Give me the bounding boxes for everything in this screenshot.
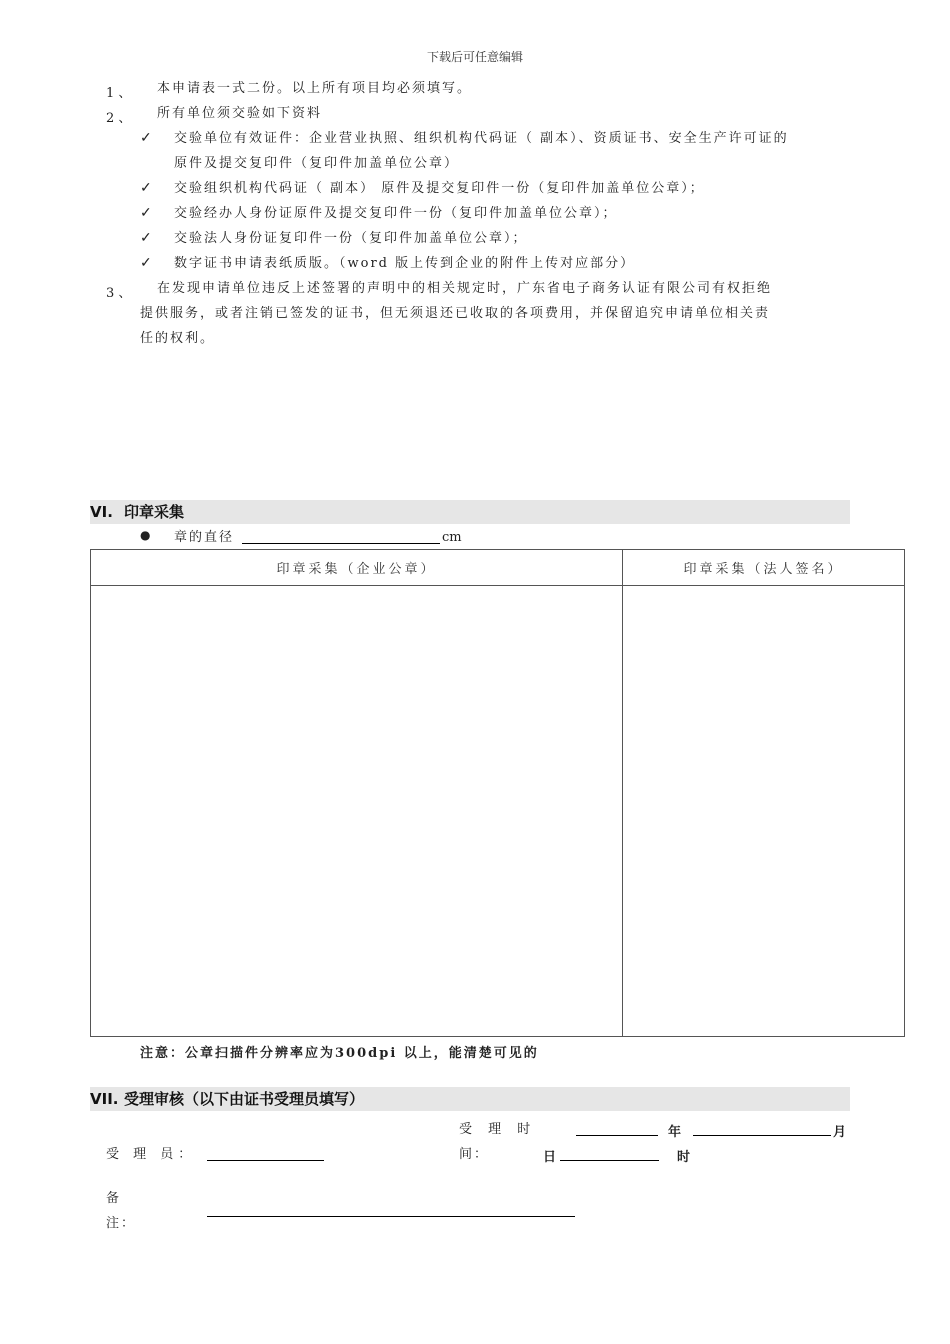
item-1-text: 本申请表一式二份。以上所有项目均必须填写。 — [157, 81, 473, 96]
item-3-line3: 任的权利。 — [140, 331, 216, 346]
day-label: 日 — [543, 1150, 557, 1165]
item-3-line2: 提供服务，或者注销已签发的证书，但无须退还已收取的各项费用，并保留追究申请单位相关责 — [140, 306, 771, 321]
checklist-item-2: 交验组织机构代码证（ 副本） 原件及提交复印件一份（复印件加盖单位公章）； — [174, 181, 705, 196]
remark-label-1: 备 — [106, 1191, 122, 1206]
checklist-item-5: 数字证书申请表纸质版。（word 版上传到企业的附件上传对应部分） — [174, 256, 636, 271]
section-7-heading — [90, 1087, 850, 1111]
page-header: 下载后可任意编辑 — [426, 50, 523, 64]
check-icon: ✓ — [140, 230, 152, 246]
section-7-numeral: VII. — [90, 1090, 119, 1108]
item-3-line1: 在发现申请单位违反上述签署的声明中的相关规定时，广东省电子商务认证有限公司有权拒绝 — [157, 281, 773, 296]
seal-col-legal-header: 印章采集（法人签名） — [623, 550, 905, 586]
accept-month-field[interactable] — [693, 1121, 831, 1136]
remark-label-2: 注： — [106, 1216, 137, 1231]
accept-time-label-1: 受 理 时 — [459, 1122, 537, 1137]
clerk-label: 受 理 员： — [106, 1147, 197, 1162]
check-icon: ✓ — [140, 205, 152, 221]
month-label: 月 — [833, 1125, 847, 1140]
legal-signature-area[interactable] — [623, 586, 905, 1037]
item-3-number: 3 、 — [106, 286, 132, 301]
item-1-number: 1 、 — [106, 86, 132, 101]
item-2-text: 所有单位须交验如下资料 — [157, 106, 323, 121]
year-label: 年 — [668, 1125, 682, 1140]
accept-year-field[interactable] — [576, 1121, 658, 1136]
hour-label: 时 — [677, 1150, 691, 1165]
section-7-title: 受理审核（以下由证书受理员填写） — [124, 1090, 365, 1108]
section-6-title: 印章采集 — [124, 503, 185, 521]
checklist-item-3: 交验经办人身份证原件及提交复印件一份（复印件加盖单位公章）； — [174, 206, 618, 221]
item-2-number: 2 、 — [106, 111, 132, 126]
section-6-heading — [90, 500, 850, 524]
check-icon: ✓ — [140, 130, 152, 146]
company-seal-area[interactable] — [91, 586, 623, 1037]
accept-day-field[interactable] — [560, 1146, 659, 1161]
bullet-icon: ● — [140, 528, 151, 542]
seal-diameter-unit: cm — [442, 530, 462, 545]
check-icon: ✓ — [140, 255, 152, 271]
clerk-field[interactable] — [207, 1146, 324, 1161]
check-icon: ✓ — [140, 180, 152, 196]
seal-col-company-header: 印章采集（企业公章） — [91, 550, 623, 586]
section-6-numeral: VI. — [90, 503, 113, 521]
seal-diameter-field[interactable] — [242, 529, 440, 544]
remark-field[interactable] — [207, 1202, 575, 1217]
seal-diameter-label: 章的直径 — [174, 530, 235, 545]
seal-table — [90, 549, 905, 1037]
checklist-item-1-line1: 交验单位有效证件：企业营业执照、组织机构代码证（ 副本）、资质证书、安全生产许可证的 — [174, 131, 789, 146]
checklist-item-1-line2: 原件及提交复印件（复印件加盖单位公章） — [174, 156, 460, 171]
accept-time-label-2: 间： — [459, 1147, 490, 1162]
seal-resolution-note: 注意：公章扫描件分辨率应为300dpi 以上，能清楚可见的 — [140, 1046, 539, 1061]
checklist-item-4: 交验法人身份证复印件一份（复印件加盖单位公章）； — [174, 231, 528, 246]
